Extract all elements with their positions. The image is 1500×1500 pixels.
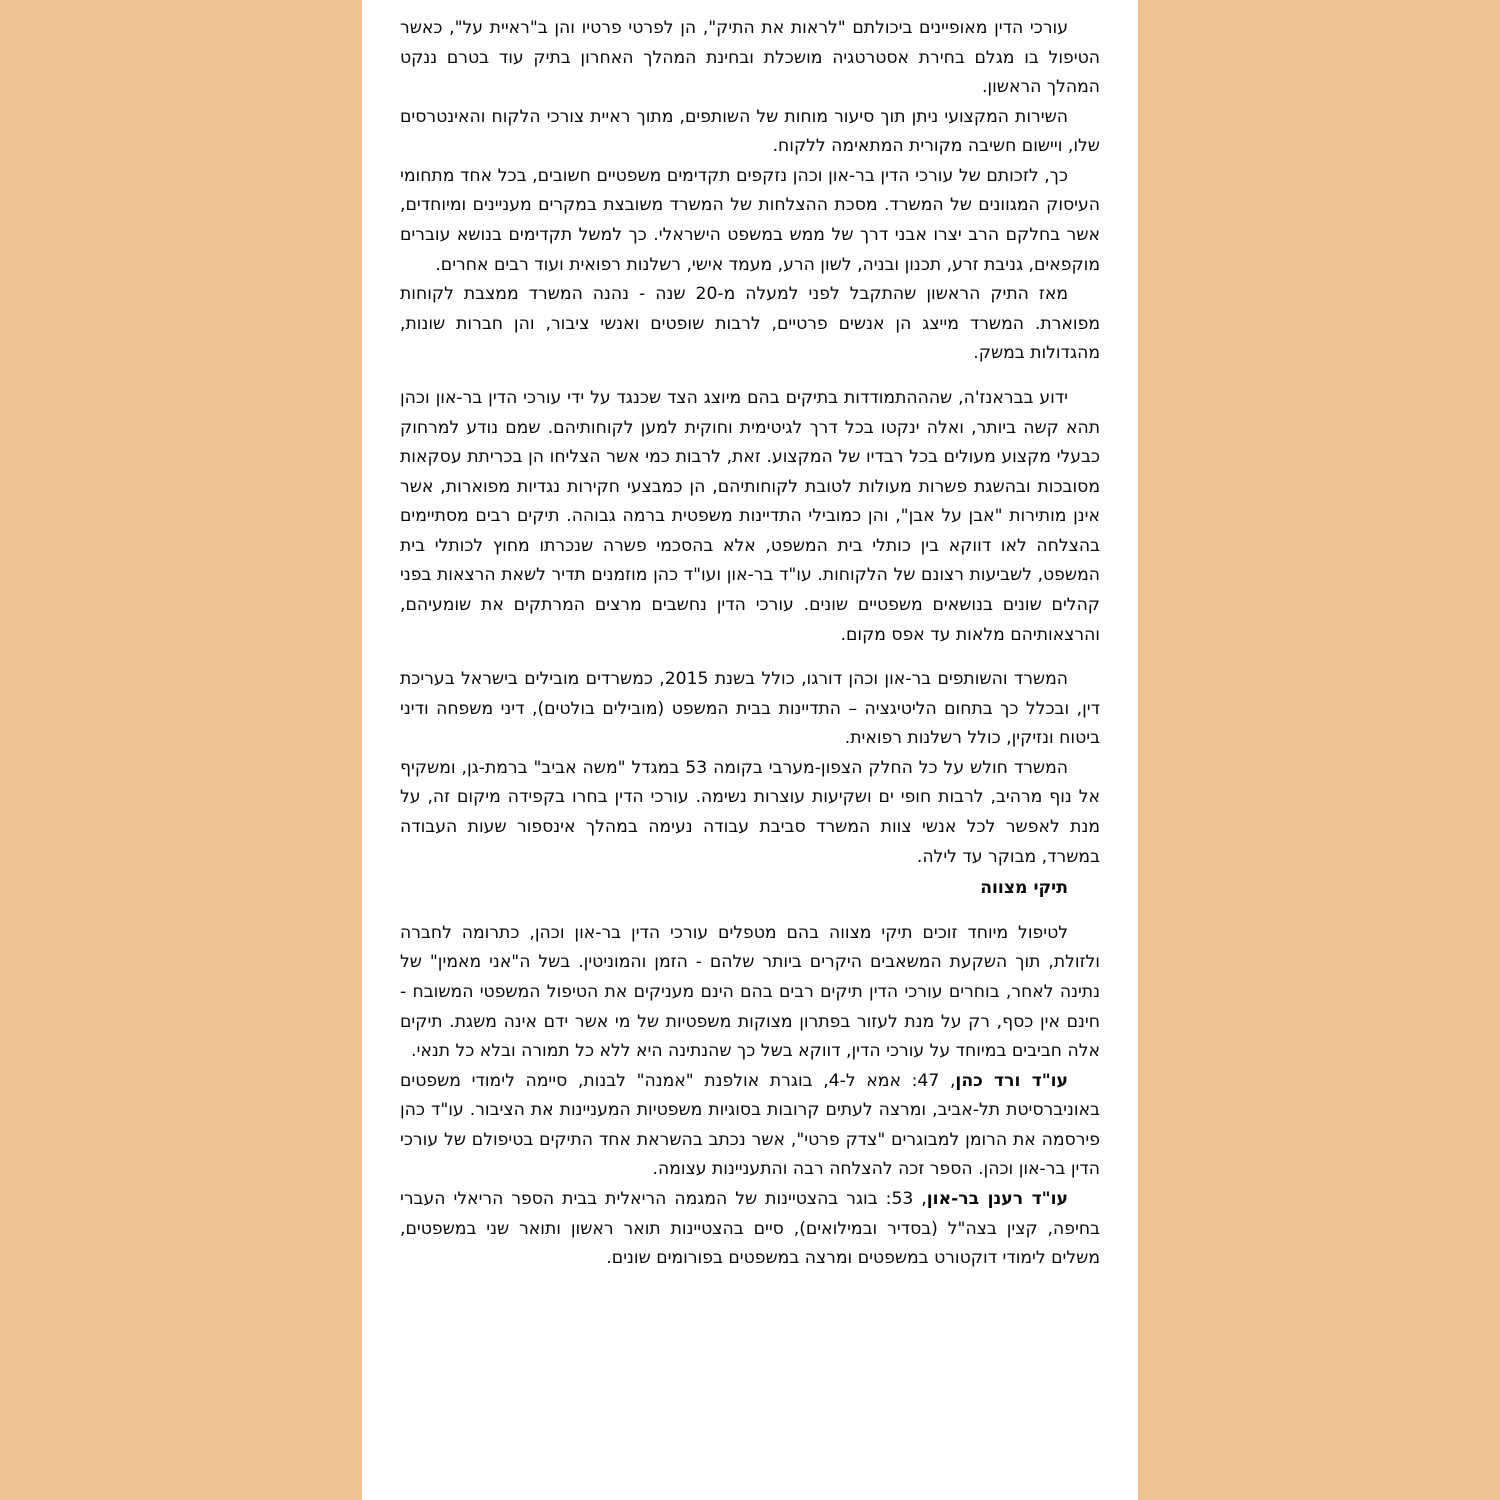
paragraph-1: עורכי הדין מאופיינים ביכולתם "לראות את התיק", הן לפרטי פרטיו והן ב"ראיית על", כאשר הטיפול בו מגלם בחירת אסטרטגיה מושכלת ובחינת המהלך האחרון בתיק עוד בטרם ננקט המהלך הראשון. bbox=[400, 18, 1100, 98]
paragraph-7: המשרד חולש על כל החלק הצפון-מערבי בקומה 53 במגדל "משה אביב" ברמת-גן, ומשקיף אל נוף מרהיב, לרבות חופי ים ושקיעות עוצרות נשימה. עורכי הדין בחרו בקפידה מיקום זה, על מנת לאפשר לכל אנשי צוות המשרד סביבת עבודה נעימה במהלך אינספור שעות העבודה במשרד, מבוקר עד לילה. bbox=[400, 757, 1100, 867]
bio-vered-cohen-text: , 47: אמא ל-4, בוגרת אולפנת "אמנה" לבנות, סיימה לימודי משפטים באוניברסיטת תל-אביב, ומרצה לעתים קרובות בסוגיות משפטיות המעניינות את הציבור. עו"ד כהן פירסמה את הרומן למבוגרים "צדק פרטי", אשר נכתב בהשראת אחד התיקים בטיפולם של עורכי הדין בר-און וכהן. הספר זכה להצלחה רבה והתעניינות עצומה. bbox=[400, 1070, 1100, 1180]
paragraph-6: המשרד והשותפים בר-און וכהן דורגו, כולל בשנת 2015, כמשרדים מובילים בישראל בעריכת דין, ובכלל כך בתחום הליטיגציה – התדיינות בבית המשפט (מובילים בולטים), דיני משפחה ודיני ביטוח ונזיקין, כולל רשלנות רפואית. bbox=[400, 669, 1100, 749]
bio-raanan-baron-text: , 53: בוגר בהצטיינות של המגמה הריאלית בבית הספר הריאלי העברי בחיפה, קצין בצה"ל (בסדיר ובמילואים), סיים בהצטיינות תואר ראשון ותואר שני במשפטים, משלים לימודי דוקטורט במשפטים ומרצה במשפטים בפורומים שונים. bbox=[400, 1188, 1100, 1269]
section-heading-mitzvah-cases: תיקי מצווה bbox=[980, 878, 1068, 899]
bio-raanan-baron-name: עו"ד רענן בר-און bbox=[926, 1188, 1068, 1209]
paragraph-5: ידוע בבראנז'ה, שהההתמודדות בתיקים בהם מיוצג הצד שכנגד על ידי עורכי הדין בר-און וכהן תהא קשה ביותר, ואלה ינקטו בכל דרך לגיטימית וחוקית למען לקוחותיהם. שמם נודע למרחוק כבעלי מקצוע מעולים בכל רבדיו של המקצוע. זאת, לרבות כמי אשר הצליחו הן בכריתת עסקאות מסובכות ובהשגת פשרות מעולות לטובת לקוחותיהם, הן כמבצעי חקירות נגדיות מפוארות, אשר אינן מותירות "אבן על אבן", והן כמובילי התדיינות משפטית ברמה גבוהה. תיקים רבים מסתיימים בהצלחה לאו דווקא בין כותלי בית המשפט, אלא בהסכמי פשרה שנכרתו מחוץ לכותלי בית המשפט, לשביעות רצונם של הלקוחות. עו"ד בר-און ועו"ד כהן מוזמנים תדיר לשאת הרצאות בפני קהלים שונים בנושאים משפטיים שונים. עורכי הדין נחשבים מרצים המרתקים את שומעיהם, והרצאותיהם מלאות עד אפס מקום. bbox=[400, 387, 1100, 645]
document-body bbox=[400, 14, 1100, 1274]
paragraph-4: מאז התיק הראשון שהתקבל לפני למעלה מ-20 שנה - נהנה המשרד ממצבת לקוחות מפוארת. המשרד מייצג הן אנשים פרטיים, לרבות שופטים ואנשי ציבור, והן חברות שונות, מהגדולות במשק. bbox=[400, 284, 1100, 364]
bio-raanan-baron bbox=[400, 1185, 1100, 1274]
paragraph-3: כך, לזכותם של עורכי הדין בר-און וכהן נזקפים תקדימים משפטיים חשובים, בכל אחד מתחומי העיסוק המגוונים של המשרד. מסכת ההצלחות של המשרד משובצת במקרים מעניינים ומיוחדים, אשר בחלקם הרב יצרו אבני דרך של ממש במשפט הישראלי. כך למשל תקדימים בנושא עוברים מוקפאים, גניבת זרע, תכנון ובניה, לשון הרע, מעמד אישי, רשלנות רפואית ועוד רבים אחרים. bbox=[400, 165, 1100, 275]
bio-vered-cohen-name: עו"ד ורד כהן bbox=[955, 1070, 1068, 1091]
bio-vered-cohen bbox=[400, 1067, 1100, 1185]
paragraph-8: לטיפול מיוחד זוכים תיקי מצווה בהם מטפלים עורכי הדין בר-און וכהן, כתרומה לחברה ולזולת, תוך השקעת המשאבים היקרים ביותר שלהם - הזמן והמוניטין. בשל ה"אני מאמין" של נתינה לאחר, בוחרים עורכי הדין תיקים רבים בהם הינם מעניקים את הטיפול המשפטי המשובח - חינם אין כסף, רק על מנת לעזור בפתרון מצוקות משפטיות של מי אשר ידם אינה משגת. תיקים אלה חביבים במיוחד על עורכי הדין, דווקא בשל כך שהנתינה היא ללא כל תמורה ובלא כל תנאי. bbox=[400, 922, 1100, 1062]
document-page bbox=[362, 0, 1138, 1500]
paragraph-2: השירות המקצועי ניתן תוך סיעור מוחות של השותפים, מתוך ראיית צורכי הלקוח והאינטרסים שלו, ויישום חשיבה מקורית המתאימה ללקוח. bbox=[400, 106, 1100, 157]
